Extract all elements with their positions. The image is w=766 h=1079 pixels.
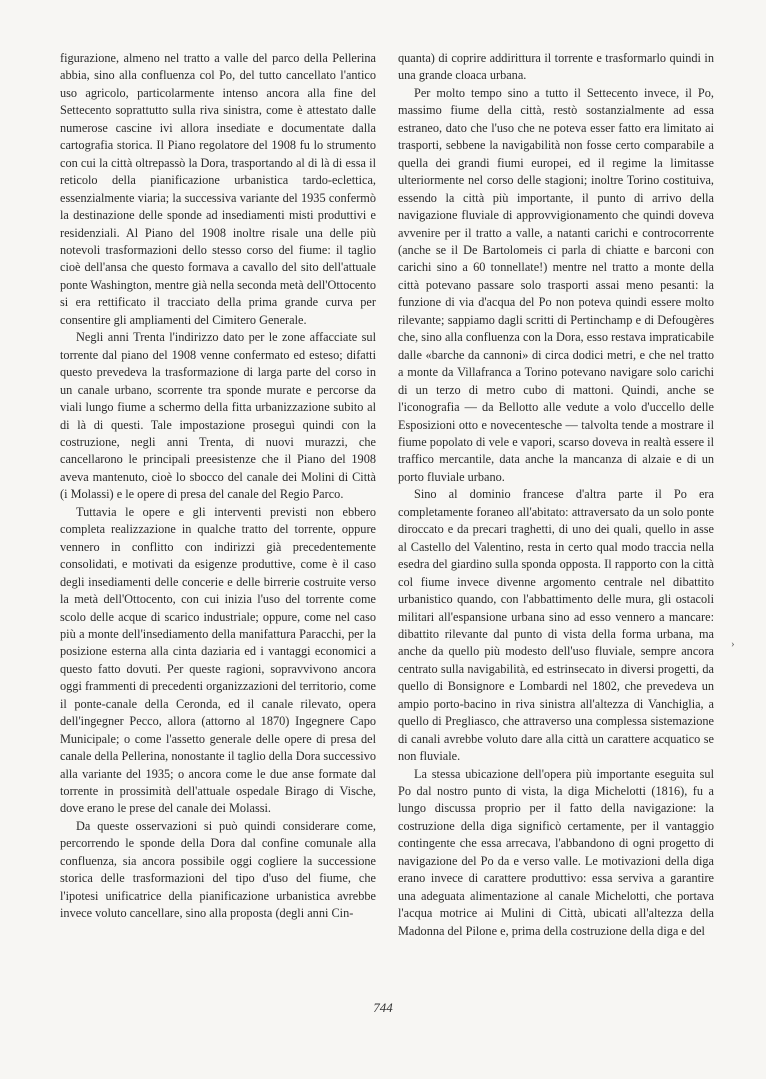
paragraph: quanta) di coprire addirittura il torrente e trasformarlo quindi in una grande cloaca urbana. [398,51,714,83]
paragraph: La stessa ubicazione dell'opera più importante eseguita sul Po dal nostro punto di vista, la diga Michelotti (1816), fu a lungo discussa proprio per il fatto della navigazione: la costruzione della diga significò certamente, per il vantaggio contingente che essa arrecava, l'abbandono di ogni progetto di navigazione del Po da e verso valle. Le motivazioni della diga erano invece di carattere produttivo: essa serviva a garantire una adeguata alimentazione al canale Michelotti, che portava l'acqua motrice ai Mulini di Città, ubicati all'altezza della Madonna del Pilone e, prima della costruzione della diga e del [398,766,714,938]
paragraph: Negli anni Trenta l'indirizzo dato per le zone affacciate sul torrente dal piano del 1908 venne confermato ed esteso; difatti questo prevedeva la trasformazione di larga parte del corso in un canale urbano, scorrente tra sponde murate e percorse da viali lungo fiume a schermo della fitta urbanizzazione subito al di là di questi. Tale impostazione proseguì quindi con la costruzione, negli anni Trenta, di nuovi murazzi, che cancellarono le principali preesistenze che il Piano del 1908 aveva mantenuto, cioè lo sbocco del canale dei Molini di Città (i Molassi) e le opere di presa del canale del Regio Parco. [60,330,376,502]
page-number: 744 [373,1000,393,1015]
left-text-column [60,50,376,923]
margin-mark: › [731,638,735,650]
paragraph: Tuttavia le opere e gli interventi previsti non ebbero completa realizzazione in qualche tratto del torrente, oppure vennero in conflitto con indirizzi già precedentemente consolidati, e motivati da esigenze produttive, come è il caso degli insediamenti delle concerie e delle birrerie costruite verso la metà dell'Ottocento, con cui inizia l'uso del torrente come scolo delle acque di scarico industriale; oppure, come nel caso più a monte dell'insediamento della manifattura Paracchi, per la posizione esterna alla cinta daziaria ed i vantaggi economici a questo fatto dovuti. Per queste ragioni, sopravvivono ancora oggi frammenti di precedenti organizzazioni del territorio, come il ponte-canale della Ceronda, ed il canale rilevato, opera dell'ingegner Pecco, allora (attorno al 1870) Ingegnere Capo Municipale; o come l'assetto generale delle opere di presa del canale della Pellerina, nonostante il taglio della Dora successivo alla variante del 1935; o ancora come le due anse formate dal torrente in prossimità dell'attuale ospedale Birago di Vische, dove erano le prese del canale dei Molassi. [60,504,376,816]
paragraph: Per molto tempo sino a tutto il Settecento invece, il Po, massimo fiume della città, restò sostanzialmente ad essa estraneo, dato che l'uso che ne poteva esser fatto era limitato ai trasporti, sebbene la navigabilità non fosse certo comparabile a quella dei grandi fiumi europei, ed il regime la limitasse ulteriormente nel corso delle stagioni; inoltre Torino costituiva, essendo la città più importante, il punto di arrivo della navigazione fluviale di approvvigionamento che quindi doveva avvenire per il tratto a valle, a natanti carichi e controcorrente (anche se il De Bartolomeis ci parla di chiatte e barconi con carichi sino a 60 tonnellate!) mentre nel tratto a monte della città potevano passare solo trasporti assai meno pesanti: la funzione di via d'acqua del Po non poteva quindi essere molto rilevante; sappiamo dagli scritti di Pertinchamp e di Defougères che, sino alla confluenza con la Dora, esso restava impraticabile dalle «barche da cannoni» di circa dodici metri, e che nel tratto a monte da Villafranca a Torino potevano navigare solo carichi di un terzo di metro cubo di mattoni. Quindi, anche se l'iconografia — da Bellotto alle vedute a volo d'uccello delle Esposizioni otto e novecentesche — talvolta tende a mostrare il fiume popolato di vele e vapori, scarso doveva in realtà essere il traffico mercantile, data anche la mancanza di alzaie e di un porto fluviale urbano. [398,85,714,484]
paragraph: figurazione, almeno nel tratto a valle del parco della Pellerina abbia, sino alla confluenza col Po, del tutto cancellato l'antico uso agricolo, particolarmente intenso ancora alla fine del Settecento soprattutto sulla riva sinistra, come è attestato dalle numerose cascine ivi allora insediate e documentate dalla cartografia storica. Il Piano regolatore del 1908 fu lo strumento con cui la città oltrepassò la Dora, trasportando al di là di essa il reticolo della pianificazione urbanistica tardo-eclettica, essenzialmente viaria; la successiva variante del 1935 confermò la destinazione delle sponde ad insediamenti misti produttivi e residenziali. Al Piano del 1908 inoltre risale una delle più notevoli trasformazioni dello stesso corso del fiume: il taglio cioè dell'ansa che questo formava a cavallo del sito dell'attuale ponte Washington, mentre già nella seconda metà dell'Ottocento si era rettificato il tracciato della prima grande curva per consentire gli ampliamenti del Cimitero Generale. [60,51,376,327]
paragraph: Sino al dominio francese d'altra parte il Po era completamente foraneo all'abitato: attraversato da un solo ponte diroccato e da precari traghetti, di uno dei quali, quello in asse al Castello del Valentino, resta in certo qual modo traccia nella esedra del giardino sulla sponda opposta. Il rapporto con la città col fiume invece divenne argomento centrale nel dibattito urbanistico quando, con l'abbattimento delle mura, gli ostacoli militari all'espansione urbana sino ad esso vennero a mancare: dibattito rilevante dal punto di vista della forma urbana, ma anche da quello più modesto dell'uso fluviale, sempre ancora centrato sulla navigabilità, ed estrinsecato in diversi progetti, da quello di Bonsignore e Lombardi nel 1802, che prevedeva un ampio porto-bacino in riva sinistra all'altezza di Vanchiglia, a quello di Pregliasco, che attraverso una complessa sistemazione di canali avrebbe voluto dare alla città un carattere acquatico se non fluviale. [398,487,714,764]
right-text-column [398,50,714,940]
paragraph: Da queste osservazioni si può quindi considerare come, percorrendo le sponde della Dora dal confine comunale alla confluenza, sia ancora possibile oggi cogliere la successione storica delle trasformazioni del tipo d'uso del fiume, che l'ipotesi unificatrice della pianificazione urbanistica avrebbe invece voluto cancellare, sino alla proposta (degli anni Cin- [60,818,376,921]
